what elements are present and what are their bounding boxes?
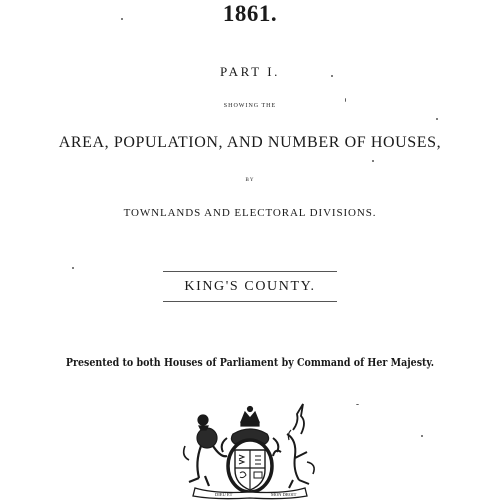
svg-text:MON DROIT: MON DROIT (271, 492, 297, 497)
print-speck (331, 75, 333, 77)
report-subject: AREA, POPULATION, AND NUMBER OF HOUSES, (58, 134, 442, 151)
print-speck (372, 160, 374, 162)
print-speck (345, 98, 346, 102)
print-speck (356, 404, 359, 405)
lion-supporter-icon (184, 415, 227, 486)
print-speck (436, 118, 438, 120)
royal-coat-of-arms-icon (175, 400, 325, 500)
crown-icon (241, 407, 259, 427)
part-heading: PART I. (219, 64, 281, 79)
print-speck (121, 18, 123, 20)
showing-the-label: SHOWING THE (223, 103, 277, 109)
print-speck (72, 267, 74, 269)
by-label: BY (245, 178, 255, 183)
county-name: KING'S COUNTY. (184, 279, 316, 294)
county-rule-bottom (163, 301, 337, 302)
divisions-heading: TOWNLANDS AND ELECTORAL DIVISIONS. (123, 207, 377, 219)
print-speck (421, 435, 423, 437)
motto-text: DIEU ET (215, 492, 233, 497)
census-year: 1861. (222, 1, 278, 26)
presentation-statement: Presented to both Houses of Parliament by Command of Her Majesty. (65, 356, 435, 369)
county-rule-top (163, 271, 337, 272)
